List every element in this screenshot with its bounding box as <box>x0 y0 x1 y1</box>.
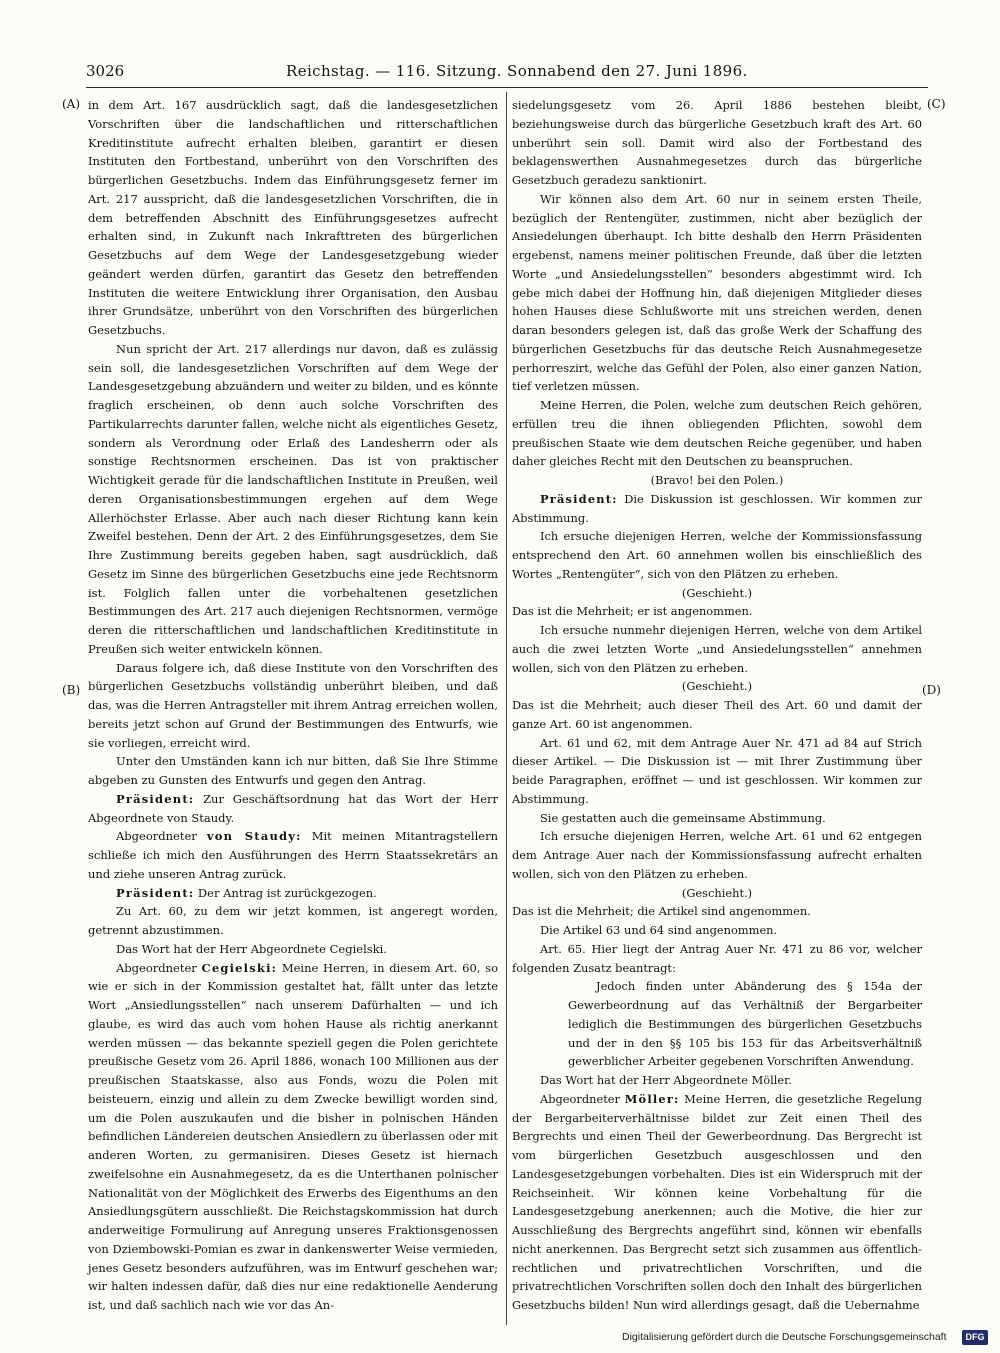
paragraph <box>512 96 922 190</box>
paragraph <box>512 677 922 696</box>
left-column <box>88 96 498 1315</box>
paragraph <box>512 1071 922 1090</box>
paragraph <box>512 190 922 396</box>
page-header <box>86 58 928 84</box>
paragraph-text: Wir können also dem Art. 60 nur in seinem ersten Theile, bezüglich der Rentengüter, zustimmen, nicht aber bezüglich der Ansiedelungen überhaupt. Ich bitte deshalb den Herrn Präsidenten ergebenst, namens meiner politischen Freunde, daß über die letzten Worte „und Ansiedelungsstellen“ besonders abgestimmt wird. Ich gebe mich dabei der Hoffnung hin, daß diejenigen Mitglieder dieses hohen Hauses diese Schlußworte mit uns streichen werden, denen daran besonders gelegen ist, daß das große Werk der Schaffung des bürgerlichen Gesetzbuchs für das deutsche Reich Ausnahmegesetze perhorreszirt, welche das Gefühl der Polen, also einer ganzen Nation, tief verletzen müssen. <box>512 191 922 394</box>
paragraph-text: Die Artikel 63 und 64 sind angenommen. <box>540 923 778 937</box>
paragraph-text: Das Wort hat der Herr Abgeordnete Möller. <box>540 1073 792 1087</box>
running-head: Reichstag. — 116. Sitzung. Sonnabend den 27. Juni 1896. <box>286 62 748 80</box>
paragraph-text: Das Wort hat der Herr Abgeordnete Cegielski. <box>116 941 387 956</box>
paragraph <box>512 696 922 734</box>
paragraph-text: Zu Art. 60, zu dem wir jetzt kommen, ist angeregt worden, getrennt abzustimmen. <box>88 904 498 937</box>
paragraph-text: (Bravo! bei den Polen.) <box>650 473 784 487</box>
speaker-name: Möller: <box>624 1091 680 1106</box>
paragraph <box>512 734 922 809</box>
margin-marker-c: (C) <box>927 97 946 111</box>
paragraph <box>512 921 922 940</box>
paragraph-text: Ich ersuche diejenigen Herren, welche der Kommissionsfassung entsprechend den Art. 60 annehmen wollen bis einschließlich des Wortes „Rentengüter“, sich von den Plätzen zu erheben. <box>512 529 922 581</box>
paragraph <box>512 471 922 490</box>
paragraph-text: Das ist die Mehrheit; die Artikel sind angenommen. <box>512 904 811 919</box>
paragraph-text: Art. 65. Hier liegt der Antrag Auer Nr. 471 zu 86 vor, welcher folgenden Zusatz beantragt: <box>512 941 922 975</box>
right-column <box>512 96 922 1315</box>
paragraph <box>88 96 498 340</box>
speaker-name: von Staudy: <box>206 829 302 844</box>
speaker-name: Präsident: <box>540 491 618 506</box>
paragraph <box>88 827 498 883</box>
speaker-name: Präsident: <box>116 791 195 806</box>
paragraph <box>88 790 498 828</box>
margin-marker-b: (B) <box>62 683 81 697</box>
paragraph-text: in dem Art. 167 ausdrücklich sagt, daß die landesgesetzlichen Vorschriften über die landschaftlichen und ritterschaftlichen Kreditinstitute aufrecht erhalten bleiben, garantirt er diesen Instituten den Fortbestand, unberührt von den Vorschriften des bürgerlichen Gesetzbuchs. Indem das Einführungsgesetz ferner im Art. 217 ausspricht, daß die landesgesetzlichen Vorschriften, die in dem betreffenden Abschnitt des Einführungsgesetzes aufrecht erhalten sind, in Zukunft nach Inkrafttreten des bürgerlichen Gesetzbuchs auf dem Wege der Landesgesetzgebung wieder geändert werden dürfen, garantirt das Gesetz den betreffenden Instituten die weitere Entwicklung ihrer Organisation, den Ausbau ihrer Grundsätze, unberührt von den Vorschriften des bürgerlichen Gesetzbuchs. <box>88 98 498 337</box>
speaker-role: Abgeordneter <box>116 829 197 844</box>
paragraph <box>512 884 922 903</box>
speaker-name: Cegielski: <box>201 960 278 975</box>
paragraph-text: siedelungsgesetz vom 26. April 1886 bestehen bleibt, beziehungsweise durch das bürgerliche Gesetzbuch kraft des Art. 60 unberührt sein soll. Damit wird also der Fortbestand des beklagenswerthen Ausnahmegesetzes durch das bürgerliche Gesetzbuch geradezu sanktionirt. <box>512 98 922 187</box>
paragraph <box>568 977 922 1071</box>
paragraph <box>512 396 922 471</box>
column-divider <box>506 92 507 1325</box>
paragraph <box>512 490 922 528</box>
paragraph-text: Art. 61 und 62, mit dem Antrage Auer Nr. 471 ad 84 auf Strich dieser Artikel. — Die Diskussion ist — mit Ihrer Zustimmung über beide Paragraphen, eröffnet — und ist geschlossen. Wir kommen zur Abstimmung. <box>512 735 922 806</box>
speaker-role: Abgeordneter <box>540 1091 620 1106</box>
paragraph-text: Der Antrag ist zurückgezogen. <box>194 885 377 900</box>
paragraph <box>512 827 922 883</box>
paragraph <box>512 621 922 677</box>
speaker-role: Abgeordneter <box>116 960 197 975</box>
paragraph-text: Zur Geschäftsordnung hat das Wort der Herr Abgeordnete von Staudy. <box>88 791 498 825</box>
paragraph-text: Meine Herren, die gesetzliche Regelung der Bergarbeiterverhältnisse bildet zur Zeit einen Theil des Bergrechts und einen Theil der Gewerbeordnung. Das Bergrecht ist vom bürgerlichen Gesetzbuch ausgeschlossen und den Landesgesetzgebungen vorbehalten. Dies ist ein Widerspruch mit der Reichseinheit. Wir können keine Vorbehaltung für die Landesgesetzgebung anerkennen; auch die Motive, die hier zur Ausschließung des Bergrechts angeführt sind, können wir ebenfalls nicht anerkennen. Das Bergrecht setzt sich zusammen aus öffentlich-rechtlichen und privatrechtlichen Vorschriften, und die privatrechtlichen Vorschriften sollen doch den Inhalt des bürgerlichen Gesetzbuchs bilden! Nun wird allerdings gesagt, daß die Uebernahme <box>512 1091 923 1312</box>
paragraph-text: Meine Herren, die Polen, welche zum deutschen Reich gehören, erfüllen treu die ihnen obliegenden Pflichten, sowohl dem preußischen Staate wie dem deutschen Reiche gegenüber, und haben daher gleiches Recht mit den Deutschen zu beanspruchen. <box>512 398 922 469</box>
paragraph <box>88 340 498 659</box>
paragraph <box>88 659 498 753</box>
paragraph <box>512 902 922 921</box>
paragraph <box>512 527 922 583</box>
paragraph-text: (Geschieht.) <box>681 679 753 694</box>
margin-marker-a: (A) <box>62 97 81 111</box>
page-number: 3026 <box>86 62 125 80</box>
margin-marker-d: (D) <box>922 683 941 697</box>
paragraph-text: Das ist die Mehrheit; auch dieser Theil des Art. 60 und damit der ganze Art. 60 ist angenommen. <box>512 698 922 731</box>
paragraph <box>88 902 498 940</box>
digitization-credit: Digitalisierung gefördert durch die Deutsche Forschungsgemeinschaft <box>622 1331 947 1343</box>
paragraph-text: Daraus folgere ich, daß diese Institute von den Vorschriften des bürgerlichen Gesetzbuchs vollständig unberührt bleiben, und daß das, was die Herren Antragsteller mit ihrem Antrag erreichen wollen, bereits jetzt schon auf Grund der Bestimmungen des Entwurfs, wie sie vorliegen, erreicht wird. <box>88 660 498 750</box>
paragraph <box>512 940 922 978</box>
paragraph-text: Meine Herren, in diesem Art. 60, so wie er sich in der Kommission gestaltet hat, fällt unter das letzte Wort „Ansiedlungsstellen“ nach unserem Dafürhalten — und ich glaube, es wird das auch vom hohen Hause als richtig anerkannt werden müssen — das bekannte speziell gegen die Polen gerichtete preußische Gesetz vom 26. April 1886, wonach 100 Millionen aus der preußischen Staatskasse, also aus Fonds, wozu die Polen mit beisteuern, einzig und allein zu dem Zwecke bewilligt worden sind, um die Polen auszukaufen und die bisher in polnischen Händen befindlichen Ländereien deutschen Ansiedlern zu überlassen oder mit anderen Worten, zu germanisiren. Dieses Gesetz ist hiernach zweifelsohne ein Ausnahmegesetz, da es die Unterthanen polnischer Nationalität von der Möglichkeit des Erwerbs des Eigenthums an den Ansiedlungsgütern ausschließt. Die Reichstagskommission hat durch anderweitige Formulirung auf Anregung unseres Fraktionsgenossen von Dziembowski-Pomian es zwar in dankenswerter Weise vermieden, jenes Gesetz besonders aufzuführen, was im Entwurf geschehen war; wir halten indessen dafür, daß dies nur eine redaktionelle Aenderung ist, und daß sachlich nach wie vor das An- <box>88 960 499 1312</box>
paragraph <box>512 584 922 603</box>
paragraph-text: (Geschieht.) <box>681 585 753 600</box>
paragraph-text: (Geschieht.) <box>681 885 753 900</box>
paragraph <box>512 602 922 621</box>
paragraph <box>88 959 498 1315</box>
paragraph <box>512 809 922 828</box>
paragraph-text: Nun spricht der Art. 217 allerdings nur davon, daß es zulässig sein soll, die landesgesetzlichen Vorschriften auf dem Wege der Landesgesetzgebung abzuändern und weiter zu bilden, und es könnte fraglich erscheinen, ob denn auch solche Vorschriften des Partikularrechts darunter fallen, welche nicht als eigentliches Gesetz, sondern als Verordnung oder Erlaß des Landesherrn oder als sonstige Rechtsnormen erscheinen. Das ist von praktischer Wichtigkeit gerade für die landschaftlichen Institute in Preußen, weil deren Organisationsbestimmungen ergehen auf dem Wege Allerhöchster Erlasse. Aber auch nach dieser Richtung kann kein Zweifel bestehen. Denn der Art. 2 des Einführungsgesetzes, dem Sie Ihre Zustimmung bereits gegeben haben, sagt ausdrücklich, daß Gesetz im Sinne des bürgerlichen Gesetzbuchs eine jede Rechtsnorm ist. Folglich fallen unter die vorbehaltenen gesetzlichen Bestimmungen des Art. 217 auch diejenigen Rechtsnormen, vermöge deren die ritterschaftlichen und landschaftlichen Kreditinstitute in Preußen sich weiter entwickeln können. <box>88 341 498 656</box>
paragraph <box>88 752 498 790</box>
paragraph-text: Unter den Umständen kann ich nur bitten, daß Sie Ihre Stimme abgeben zu Gunsten des Entwurfs und gegen den Antrag. <box>88 754 498 787</box>
dfg-logo: DFG <box>962 1330 988 1345</box>
header-rule <box>86 87 928 88</box>
paragraph-text: Mit meinen Mitantragstellern schließe ich mich den Ausführungen des Herrn Staatssekretärs an und ziehe unseren Antrag zurück. <box>88 829 499 881</box>
paragraph-text: Sie gestatten auch die gemeinsame Abstimmung. <box>540 810 826 825</box>
paragraph <box>88 884 498 903</box>
paragraph-text: Das ist die Mehrheit; er ist angenommen. <box>512 604 753 619</box>
paragraph-text: Die Diskussion ist geschlossen. Wir kommen zur Abstimmung. <box>512 491 922 525</box>
speaker-name: Präsident: <box>116 885 195 900</box>
paragraph <box>512 1090 922 1315</box>
paragraph-text: Ich ersuche nunmehr diejenigen Herren, welche von dem Artikel auch die zwei letzten Worte „und Ansiedelungsstellen“ annehmen wollen, sich von den Plätzen zu erheben. <box>512 623 922 675</box>
paragraph-text: Ich ersuche diejenigen Herren, welche Art. 61 und 62 entgegen dem Antrage Auer nach der Kommissionsfassung aufrecht erhalten wollen, sich von den Plätzen zu erheben. <box>512 829 922 881</box>
paragraph <box>88 940 498 959</box>
paragraph-text: Jedoch finden unter Abänderung des § 154a der Gewerbeordnung auf das Verhältniß der Bergarbeiter lediglich die Bestimmungen des bürgerlichen Gesetzbuchs und der in den §§ 105 bis 153 für das Arbeitsverhältniß gewerblicher Arbeiter gegebenen Vorschriften Anwendung. <box>568 979 922 1069</box>
